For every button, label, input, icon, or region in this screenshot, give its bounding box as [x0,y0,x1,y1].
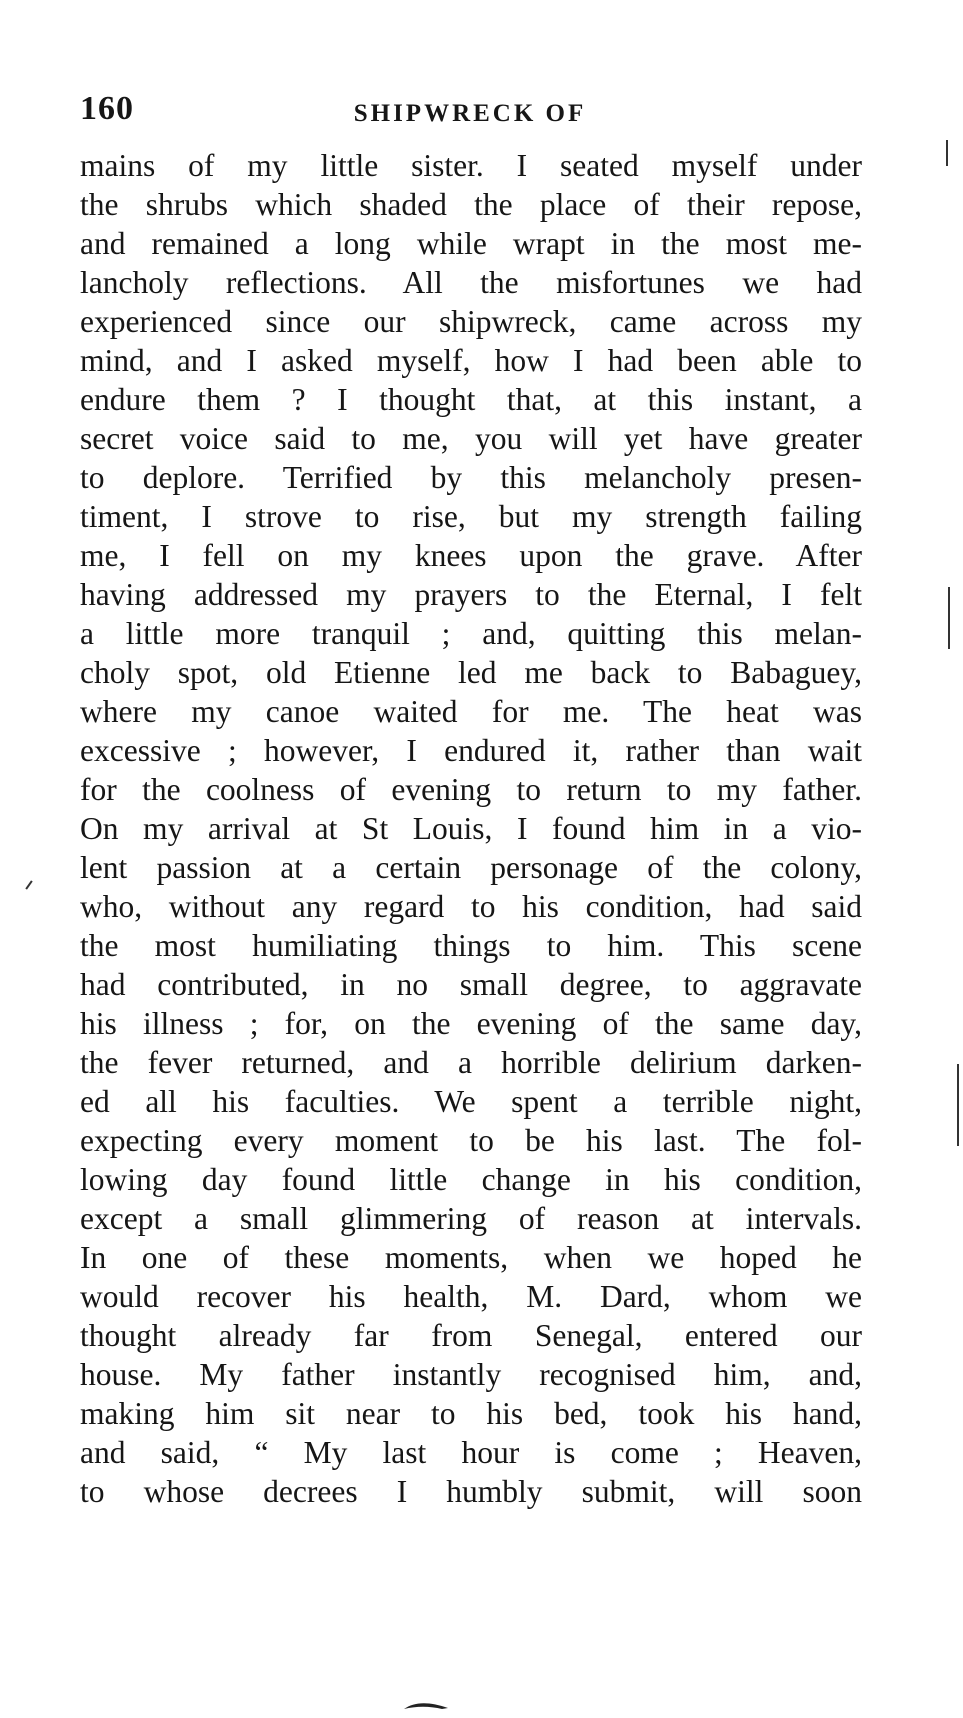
text-line: On my arrival at St Louis, I found him in a vio- [80,811,862,846]
text-line: mind, and I asked myself, how I had been able to [80,343,862,378]
margin-scan-mark [957,1064,959,1146]
text-line: mains of my little sister. I seated myself under [80,148,862,183]
tailpiece-ornament [402,1700,450,1710]
text-line: house. My father instantly recognised him, and, [80,1357,862,1392]
text-line: choly spot, old Etienne led me back to Babaguey, [80,655,862,690]
text-line: had contributed, in no small degree, to aggravate [80,967,862,1002]
text-line: making him sit near to his bed, took his hand, [80,1396,862,1431]
text-line: for the coolness of evening to return to my father. [80,772,862,807]
text-line: ed all his faculties. We spent a terrible night, [80,1084,862,1119]
text-line: secret voice said to me, you will yet have greater [80,421,862,456]
page-number: 160 [80,90,134,127]
text-line: timent, I strove to rise, but my strength failing [80,499,862,534]
text-line: experienced since our shipwreck, came across my [80,304,862,339]
margin-scan-mark [948,587,950,649]
text-line: the shrubs which shaded the place of their repose, [80,187,862,222]
text-line: me, I fell on my knees upon the grave. After [80,538,862,573]
text-line: the most humiliating things to him. This scene [80,928,862,963]
margin-scan-mark [25,880,32,889]
text-line: to whose decrees I humbly submit, will soon [80,1474,862,1509]
text-line: and said, “ My last hour is come ; Heaven, [80,1435,862,1470]
text-line: except a small glimmering of reason at intervals. [80,1201,862,1236]
text-line: to deplore. Terrified by this melancholy presen- [80,460,862,495]
text-line: thought already far from Senegal, entered our [80,1318,862,1353]
text-line: lowing day found little change in his condition, [80,1162,862,1197]
text-line: having addressed my prayers to the Eternal, I felt [80,577,862,612]
text-line: the fever returned, and a horrible delirium darken- [80,1045,862,1080]
page-header [80,90,860,134]
text-line: would recover his health, M. Dard, whom we [80,1279,862,1314]
text-line: a little more tranquil ; and, quitting this melan- [80,616,862,651]
text-line: where my canoe waited for me. The heat was [80,694,862,729]
text-line: excessive ; however, I endured it, rather than wait [80,733,862,768]
text-line: endure them ? I thought that, at this instant, a [80,382,862,417]
text-line: and remained a long while wrapt in the most me- [80,226,862,261]
text-line: lent passion at a certain personage of the colony, [80,850,862,885]
text-line: lancholy reflections. All the misfortunes we had [80,265,862,300]
margin-scan-mark [946,140,948,166]
text-line: his illness ; for, on the evening of the same day, [80,1006,862,1041]
text-line: who, without any regard to his condition, had said [80,889,862,924]
running-head: SHIPWRECK OF [353,100,587,127]
text-line: expecting every moment to be his last. The fol- [80,1123,862,1158]
text-line: In one of these moments, when we hoped he [80,1240,862,1275]
body-text [80,146,862,1511]
